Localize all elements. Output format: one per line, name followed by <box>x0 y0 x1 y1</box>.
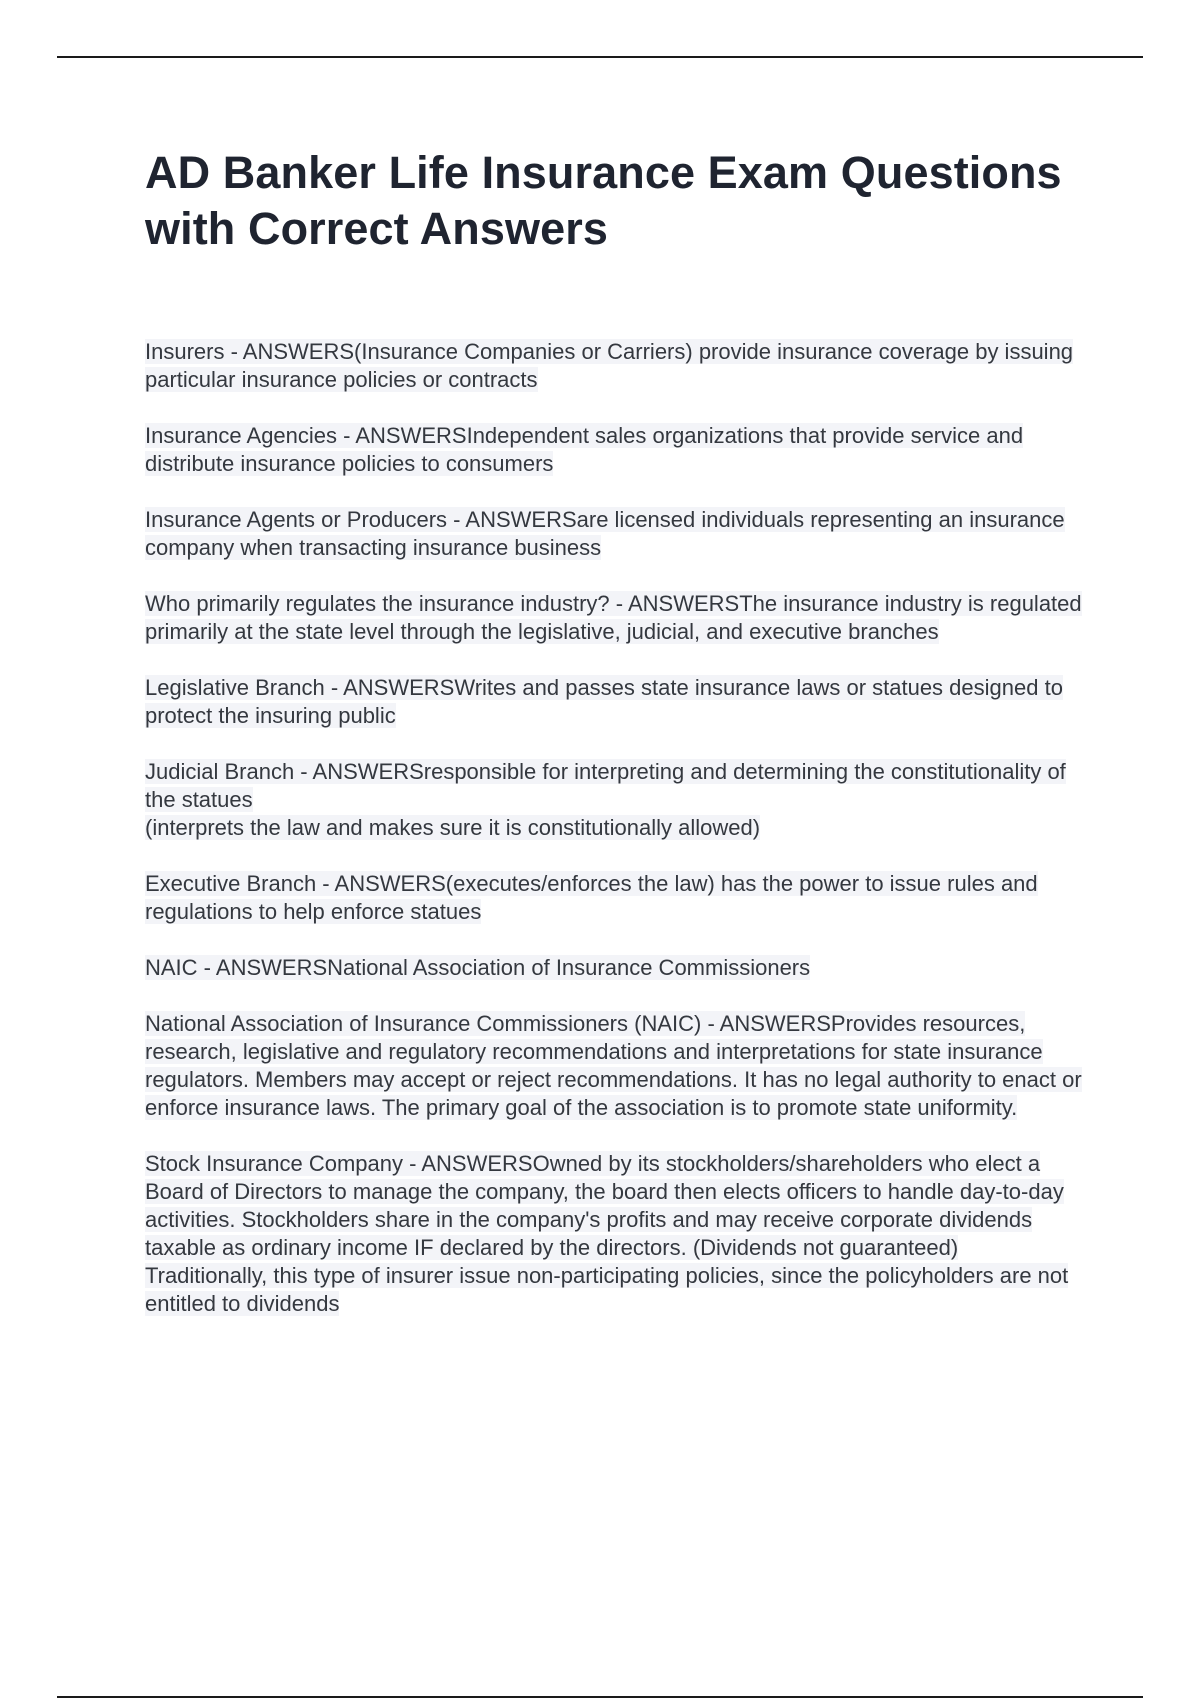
bottom-divider <box>57 1696 1143 1698</box>
qa-item-stock-insurance-company <box>145 1150 1090 1318</box>
qa-item-judicial-branch <box>145 758 1090 842</box>
document-title: AD Banker Life Insurance Exam Questions with Correct Answers <box>145 147 1062 254</box>
qa-list <box>145 338 1090 1346</box>
qa-item-naic <box>145 954 1090 982</box>
qa-text: Stock Insurance Company - ANSWERSOwned by its stockholders/shareholders who elect a Board of Directors to manage the company, the board then elects officers to handle day-to-day activities. Stockholders share in the company's profits and may receive corporate dividends taxable as ordinary income IF declared by the directors. (Dividends not guaranteed) Traditionally, this type of insurer issue non-participating policies, since the policyholders are not entitled to dividends <box>145 1151 1069 1316</box>
qa-item-insurance-agencies <box>145 422 1090 478</box>
qa-text: Judicial Branch - ANSWERSresponsible for interpreting and determining the constitutionality of the statues (interprets the law and makes sure it is constitutionally allowed) <box>145 759 1066 840</box>
top-divider <box>57 56 1143 58</box>
qa-item-legislative-branch <box>145 674 1090 730</box>
qa-item-insurance-agents <box>145 506 1090 562</box>
qa-text: NAIC - ANSWERSNational Association of Insurance Commissioners <box>145 955 811 980</box>
qa-text: Insurers - ANSWERS(Insurance Companies or Carriers) provide insurance coverage by issuing particular insurance policies or contracts <box>145 339 1074 392</box>
qa-text: Who primarily regulates the insurance industry? - ANSWERSThe insurance industry is regulated primarily at the state level through the legislative, judicial, and executive branches <box>145 591 1082 644</box>
qa-text: Insurance Agents or Producers - ANSWERSare licensed individuals representing an insurance company when transacting insurance business <box>145 507 1065 560</box>
qa-text: National Association of Insurance Commissioners (NAIC) - ANSWERSProvides resources, research, legislative and regulatory recommendations and interpretations for state insurance regulators. Members may accept or reject recommendations. It has no legal authority to enact or enforce insurance laws. The primary goal of the association is to promote state uniformity. <box>145 1011 1082 1120</box>
qa-item-naic-definition <box>145 1010 1090 1122</box>
qa-item-insurers <box>145 338 1090 394</box>
qa-text: Insurance Agencies - ANSWERSIndependent sales organizations that provide service and distribute insurance policies to consumers <box>145 423 1024 476</box>
qa-item-executive-branch <box>145 870 1090 926</box>
qa-item-who-regulates <box>145 590 1090 646</box>
qa-text: Executive Branch - ANSWERS(executes/enforces the law) has the power to issue rules and regulations to help enforce statues <box>145 871 1038 924</box>
qa-text: Legislative Branch - ANSWERSWrites and passes state insurance laws or statues designed to protect the insuring public <box>145 675 1063 728</box>
